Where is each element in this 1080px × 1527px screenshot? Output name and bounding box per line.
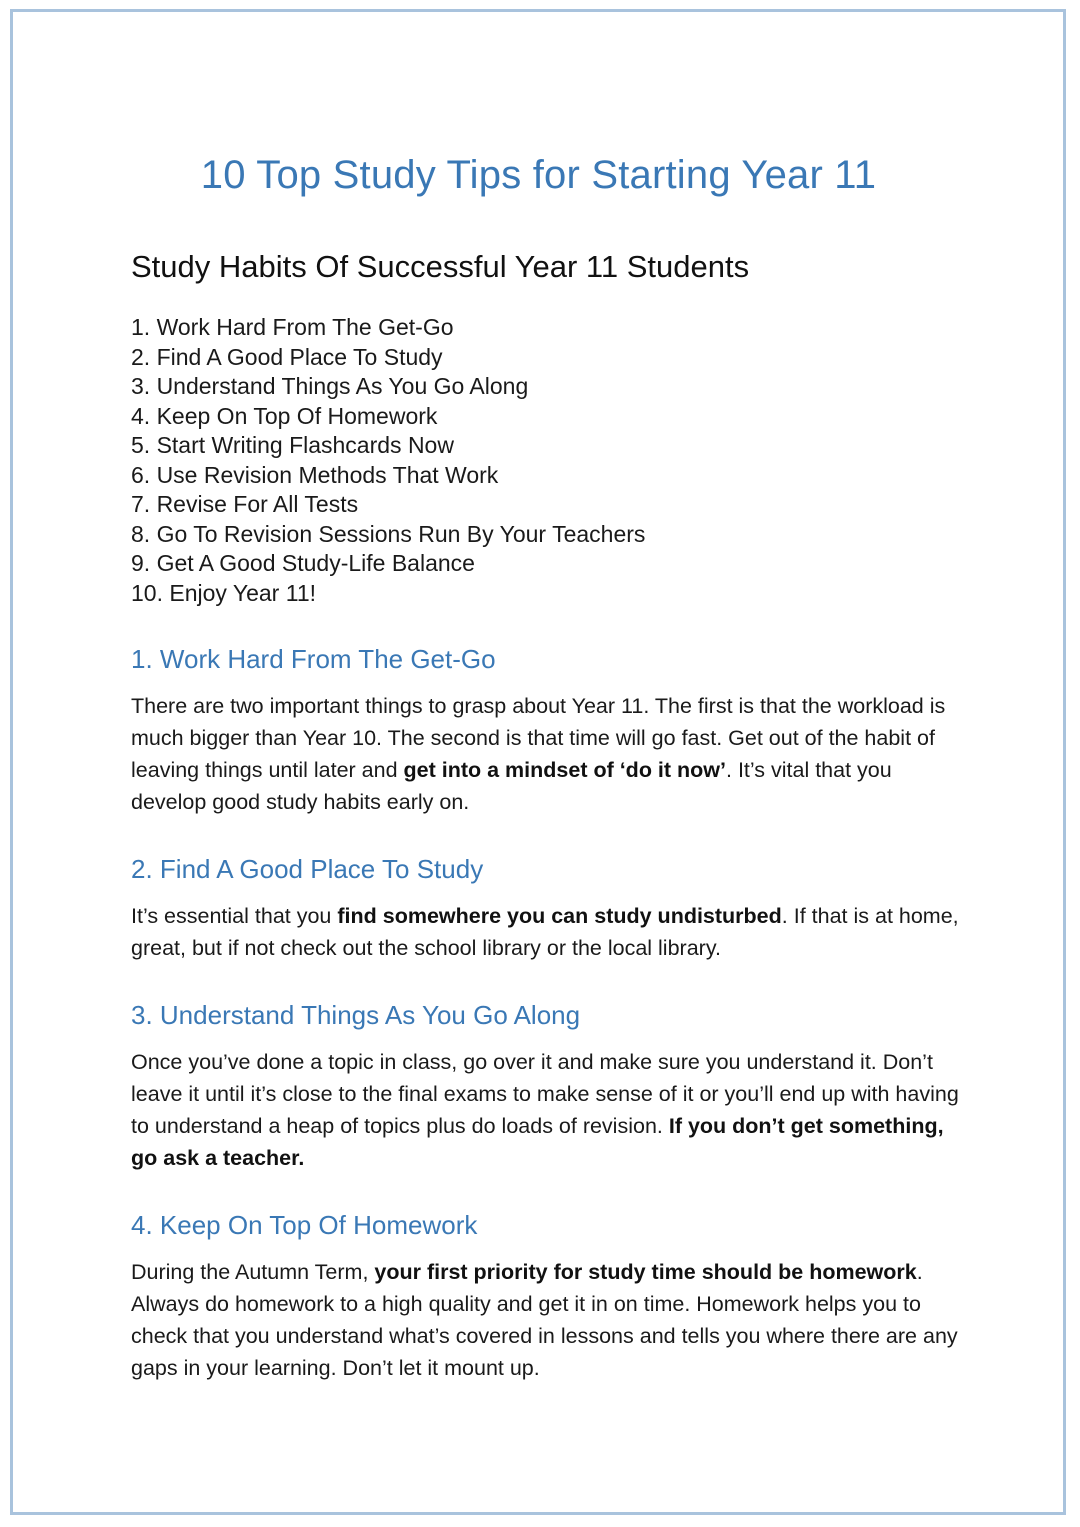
list-item: 3. Understand Things As You Go Along (131, 373, 529, 399)
list-item: 4. Keep On Top Of Homework (131, 402, 438, 429)
list-item: 10. Enjoy Year 11! (131, 579, 316, 606)
list-item: 9. Get A Good Study-Life Balance (131, 550, 475, 576)
body-text: During the Autumn Term, (131, 1260, 375, 1284)
body-text: Once you’ve done a topic in class, go over it and make sure you understand it. Don’t leave it until it’s close to the final exams to make sense of it or you’ll end up with having to understand a heap of topics plus do loads of revision. (131, 1050, 959, 1138)
list-item: 7. Revise For All Tests (131, 491, 359, 517)
section-heading: 1. Work Hard From The Get-Go (131, 644, 496, 674)
section-body (131, 900, 961, 964)
document-content (131, 150, 961, 1384)
body-emphasis: If you don’t get something, go ask a teacher. (131, 1114, 944, 1170)
document-subtitle: Study Habits Of Successful Year 11 Students (131, 249, 750, 284)
body-emphasis: your first priority for study time should be homework (374, 1260, 917, 1284)
section-body (131, 1046, 961, 1174)
list-item: 5. Start Writing Flashcards Now (131, 432, 454, 458)
section-work-hard (131, 642, 961, 818)
section-homework (131, 1208, 961, 1384)
body-text: There are two important things to grasp about Year 11. The first is that the workload is much bigger than Year 10. The second is that time will go fast. Get out of the habit of leaving things until later and (131, 694, 946, 782)
section-body (131, 1256, 961, 1384)
list-item: 8. Go To Revision Sessions Run By Your Teachers (131, 520, 646, 547)
section-heading: 4. Keep On Top Of Homework (131, 1210, 478, 1240)
list-item: 1. Work Hard From The Get-Go (131, 314, 454, 340)
section-body (131, 690, 961, 818)
body-emphasis: find somewhere you can study undisturbed (337, 904, 782, 928)
section-heading: 2. Find A Good Place To Study (131, 854, 484, 884)
section-understand (131, 998, 961, 1174)
body-text: It’s essential that you (131, 904, 338, 928)
body-emphasis: get into a mindset of ‘do it now’ (403, 758, 726, 782)
section-heading: 3. Understand Things As You Go Along (131, 1000, 581, 1030)
document-title: 10 Top Study Tips for Starting Year 11 (200, 153, 877, 197)
body-text: . It’s vital that you develop good study habits early on. (131, 758, 892, 814)
body-text: . If that is at home, great, but if not check out the school library or the local library. (131, 904, 959, 960)
tips-list (131, 313, 961, 608)
list-item: 6. Use Revision Methods That Work (131, 461, 499, 488)
body-text: . Always do homework to a high quality and get it in on time. Homework helps you to check that you understand what’s covered in lessons and tells you where there are any gaps in your learning. Don’t let it mount up. (131, 1260, 958, 1380)
list-item: 2. Find A Good Place To Study (131, 343, 443, 370)
section-good-place (131, 852, 961, 964)
